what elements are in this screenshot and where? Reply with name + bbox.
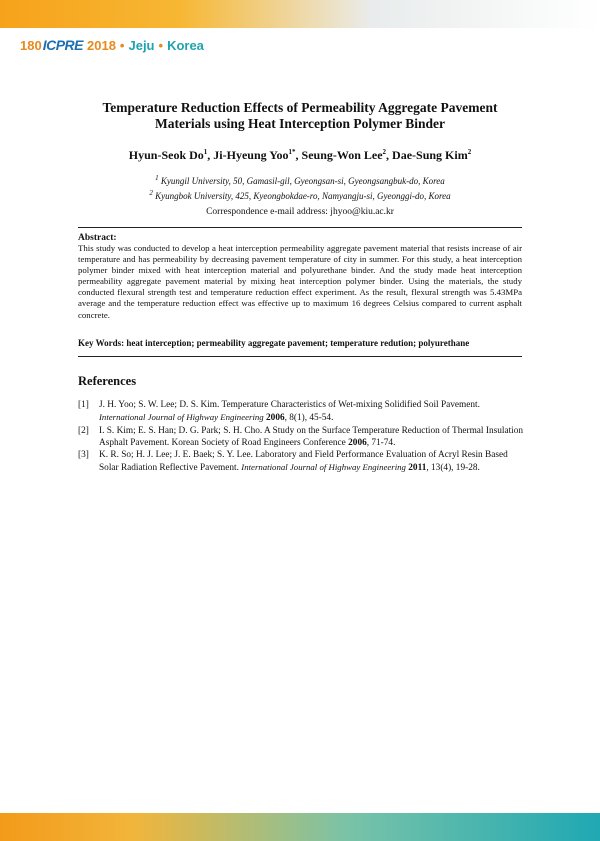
footer-band <box>0 813 600 841</box>
logo-number: 180 <box>20 37 42 53</box>
author-name: Hyun-Seok Do <box>128 148 204 162</box>
header-band <box>0 0 600 28</box>
author-sup: 2 <box>467 148 472 156</box>
affiliation: $^2$ Kyungbok University, 425, Kyeongbokdae-ro, Namyangju-si, Gyeonggi-do, Korea <box>149 189 451 201</box>
author-name: Ji-Hyeung Yoo <box>213 148 289 162</box>
reference-list <box>78 399 524 475</box>
divider-bottom <box>78 356 522 357</box>
keywords <box>78 338 522 348</box>
author-name: Seung-Won Lee <box>301 148 383 162</box>
author-sup: 1 <box>203 148 208 156</box>
reference-text: K. R. So; H. J. Lee; J. E. Baek; S. Y. Lee. Laboratory and Field Performance Evaluation of Acryl Resin Based Solar Radiation Reflective Pavement. International Journal of Highway Engineering 2011, 13(4), 19-28. <box>99 450 508 474</box>
reference-number: [1] <box>78 400 89 410</box>
keywords-text: heat interception; permeability aggregate pavement; temperature redution; polyurethane <box>126 338 470 348</box>
reference-number: [2] <box>78 425 89 436</box>
affiliation: $^1$ Kyungil University, 50, Gamasil-gil, Gyeongsan-si, Gyeongsangbuk-do, Korea <box>155 174 445 186</box>
divider-top <box>78 227 522 228</box>
abstract-text: This study was conducted to develop a heat interception permeability aggregate pavement material that resists increase of air temperature and has permeability by decreasing pavement temperature of city in summer. For this study, a heat interception polymer binder mixed with heat interception material and polyurethane binder. And the study made heat interception permeability aggregate pavement material by mixing heat interception polymer binder. Using the materials, the study conducted flexural strength test and temperature reduction effect experiment. As the result, flexural strength was 5.43MPa average and the temperature reduction effect was effective up to maximum 16 degrees Celsius compared to current asphalt concrete. <box>78 243 522 320</box>
author-name: Dae-Sung Kim <box>392 148 468 162</box>
reference-item <box>78 449 524 475</box>
logo-dot: • <box>158 37 164 53</box>
author-list: Hyun-Seok Do$^1$, Ji-Hyeung Yoo$^{1*}$, Seung-Won Lee$^2$, Dae-Sung Kim$^2$ <box>128 148 472 162</box>
logo-city: Jeju <box>128 37 155 53</box>
logo-country: Korea <box>167 37 204 53</box>
abstract-heading: Abstract: <box>78 233 117 243</box>
logo-dot: • <box>119 37 125 53</box>
correspondence-email: Correspondence e-mail address: jhyoo@kiu.ac.kr <box>206 207 394 217</box>
affiliations <box>60 172 540 202</box>
reference-number: [3] <box>78 450 89 461</box>
reference-text: J. H. Yoo; S. W. Lee; D. S. Kim. Temperature Characteristics of Wet-mixing Solidified Soil Pavement. International Journal of Highway Engineering 2006, 8(1), 45-54. <box>99 400 480 424</box>
reference-text: I. S. Kim; E. S. Han; D. G. Park; S. H. Cho. A Study on the Surface Temperature Reduction of Thermal Insulation Asphalt Pavement. Korean Society of Road Engineers Conference 2006, 71-74. <box>99 425 524 448</box>
logo-year: 2018 <box>87 37 116 53</box>
conference-logo <box>20 35 204 55</box>
title-line-1: Temperature Reduction Effects of Permeability Aggregate Pavement <box>102 100 498 115</box>
reference-item <box>78 425 524 450</box>
references-heading: References <box>78 374 137 388</box>
keywords-label: Key Words: <box>78 338 125 348</box>
reference-item <box>78 399 524 425</box>
author-sup: 2 <box>382 148 387 156</box>
paper-title <box>60 100 540 132</box>
logo-mark: ICPRE <box>42 37 83 53</box>
title-line-2: Materials using Heat Interception Polymer Binder <box>154 116 446 131</box>
author-sup: 1* <box>288 148 296 156</box>
